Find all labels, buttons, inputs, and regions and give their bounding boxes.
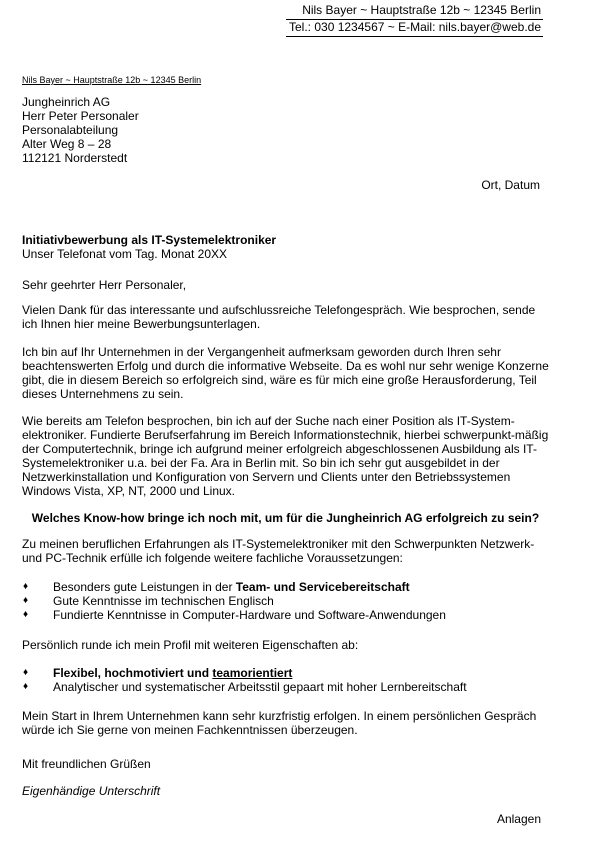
signature-placeholder: Eigenhändige Unterschrift bbox=[22, 784, 161, 798]
recipient-person: Herr Peter Personaler bbox=[22, 109, 139, 123]
paragraph-intro: Vielen Dank für das interessante und aufschlussreiche Telefongespräch. Wie besprochen, sende ich Ihnen hier meine Bewerbungsunterlagen. bbox=[22, 303, 536, 331]
list-item bbox=[22, 580, 552, 594]
list-item bbox=[22, 666, 552, 680]
diamond-bullet-icon: ♦ bbox=[23, 667, 29, 678]
subject-reference: Unser Telefonat vom Tag. Monat 20XX bbox=[22, 247, 228, 261]
place-date: Ort, Datum bbox=[481, 178, 540, 192]
letterhead-name-address: Nils Bayer ~ Hauptstraße 12b ~ 12345 Berlin bbox=[302, 3, 541, 17]
paragraph-personal: Persönlich runde ich mein Profil mit weiteren Eigenschaften ab: bbox=[22, 638, 359, 652]
diamond-bullet-icon: ♦ bbox=[23, 609, 29, 620]
recipient-department: Personalabteilung bbox=[22, 123, 119, 137]
list-item-text: Analytischer und systematischer Arbeitsstil gepaart mit hoher Lernbereitschaft bbox=[53, 680, 467, 694]
list-item-bold-text: Team- und Servicebereitschaft bbox=[235, 580, 410, 594]
sender-return-address: Nils Bayer ~ Hauptstraße 12b ~ 12345 Berlin bbox=[22, 75, 202, 85]
closing-formula: Mit freundlichen Grüßen bbox=[22, 757, 151, 771]
diamond-bullet-icon: ♦ bbox=[23, 581, 29, 592]
diamond-bullet-icon: ♦ bbox=[23, 595, 29, 606]
list-item-text: Gute Kenntnisse im technischen Englisch bbox=[53, 594, 274, 608]
paragraph-experience: Wie bereits am Telefon besprochen, bin ich auf der Suche nach einer Position als IT-System-elektroniker. Fundierte Berufserfahrung im Bereich Informationstechnik, hierbei schwerpunkt-mäßig der Computertechnik, bringe ich aufgrund meiner erfolgreich abgeschlossenen Ausbildung als IT-Systemelektroniker u.a. bei der Fa. Ara in Berlin mit. So bin ich sehr gut ausgebildet in der Netzwerkinstallation und Konfiguration von Servern und Clients unter den Betriebssystemen Windows Vista, XP, NT, 2000 und Linux. bbox=[22, 414, 549, 498]
salutation: Sehr geehrter Herr Personaler, bbox=[22, 278, 187, 292]
letterhead-contact: Tel.: 030 1234567 ~ E-Mail: nils.bayer@web.de bbox=[289, 20, 541, 34]
personal-traits-list bbox=[22, 666, 552, 694]
paragraph-closing: Mein Start in Ihrem Unternehmen kann sehr kurzfristig erfolgen. In einem persönlichen Gespräch würde ich Sie gerne von meinen Fachkenntnissen überzeugen. bbox=[22, 709, 537, 737]
enclosures-note: Anlagen bbox=[496, 812, 541, 826]
question-heading: Welches Know-how bringe ich noch mit, um für die Jungheinrich AG erfolgreich zu sein? bbox=[31, 511, 540, 525]
diamond-bullet-icon: ♦ bbox=[23, 681, 29, 692]
paragraph-motivation: Ich bin auf Ihr Unternehmen in der Vergangenheit aufmerksam geworden durch Ihren sehr beachtenswerten Erfolg und durch die informative Webseite. Da es wohl nur sehr wenige Konzerne gibt, die in diesem Bereich so erfolgreich sind, wäre es für mich eine große Herausforderung, Teil dieses Unternehmens zu sein. bbox=[22, 345, 549, 401]
list-item-text: Fundierte Kenntnisse in Computer-Hardware und Software-Anwendungen bbox=[53, 608, 446, 622]
list-item-bold-text: Flexibel, hochmotiviert und bbox=[53, 666, 213, 680]
list-item-text: Besonders gute Leistungen in der bbox=[53, 580, 236, 594]
letterhead-divider-bottom bbox=[286, 36, 543, 37]
paragraph-qualifications: Zu meinen beruflichen Erfahrungen als IT-Systemelektroniker mit den Schwerpunkten Netzwerk- und PC-Technik erfülle ich folgende weitere fachliche Voraussetzungen: bbox=[22, 537, 535, 565]
recipient-street: Alter Weg 8 – 28 bbox=[22, 137, 112, 151]
list-item bbox=[22, 608, 552, 622]
qualifications-list bbox=[22, 580, 552, 622]
list-item bbox=[22, 594, 552, 608]
subject-title: Initiativbewerbung als IT-Systemelektroniker bbox=[22, 233, 277, 247]
recipient-address bbox=[22, 95, 139, 165]
list-item-underlined-text: teamorientiert bbox=[212, 666, 293, 680]
list-item bbox=[22, 680, 552, 694]
subject-block bbox=[22, 233, 552, 261]
recipient-city: 112121 Norderstedt bbox=[22, 151, 128, 165]
recipient-company: Jungheinrich AG bbox=[22, 95, 111, 109]
